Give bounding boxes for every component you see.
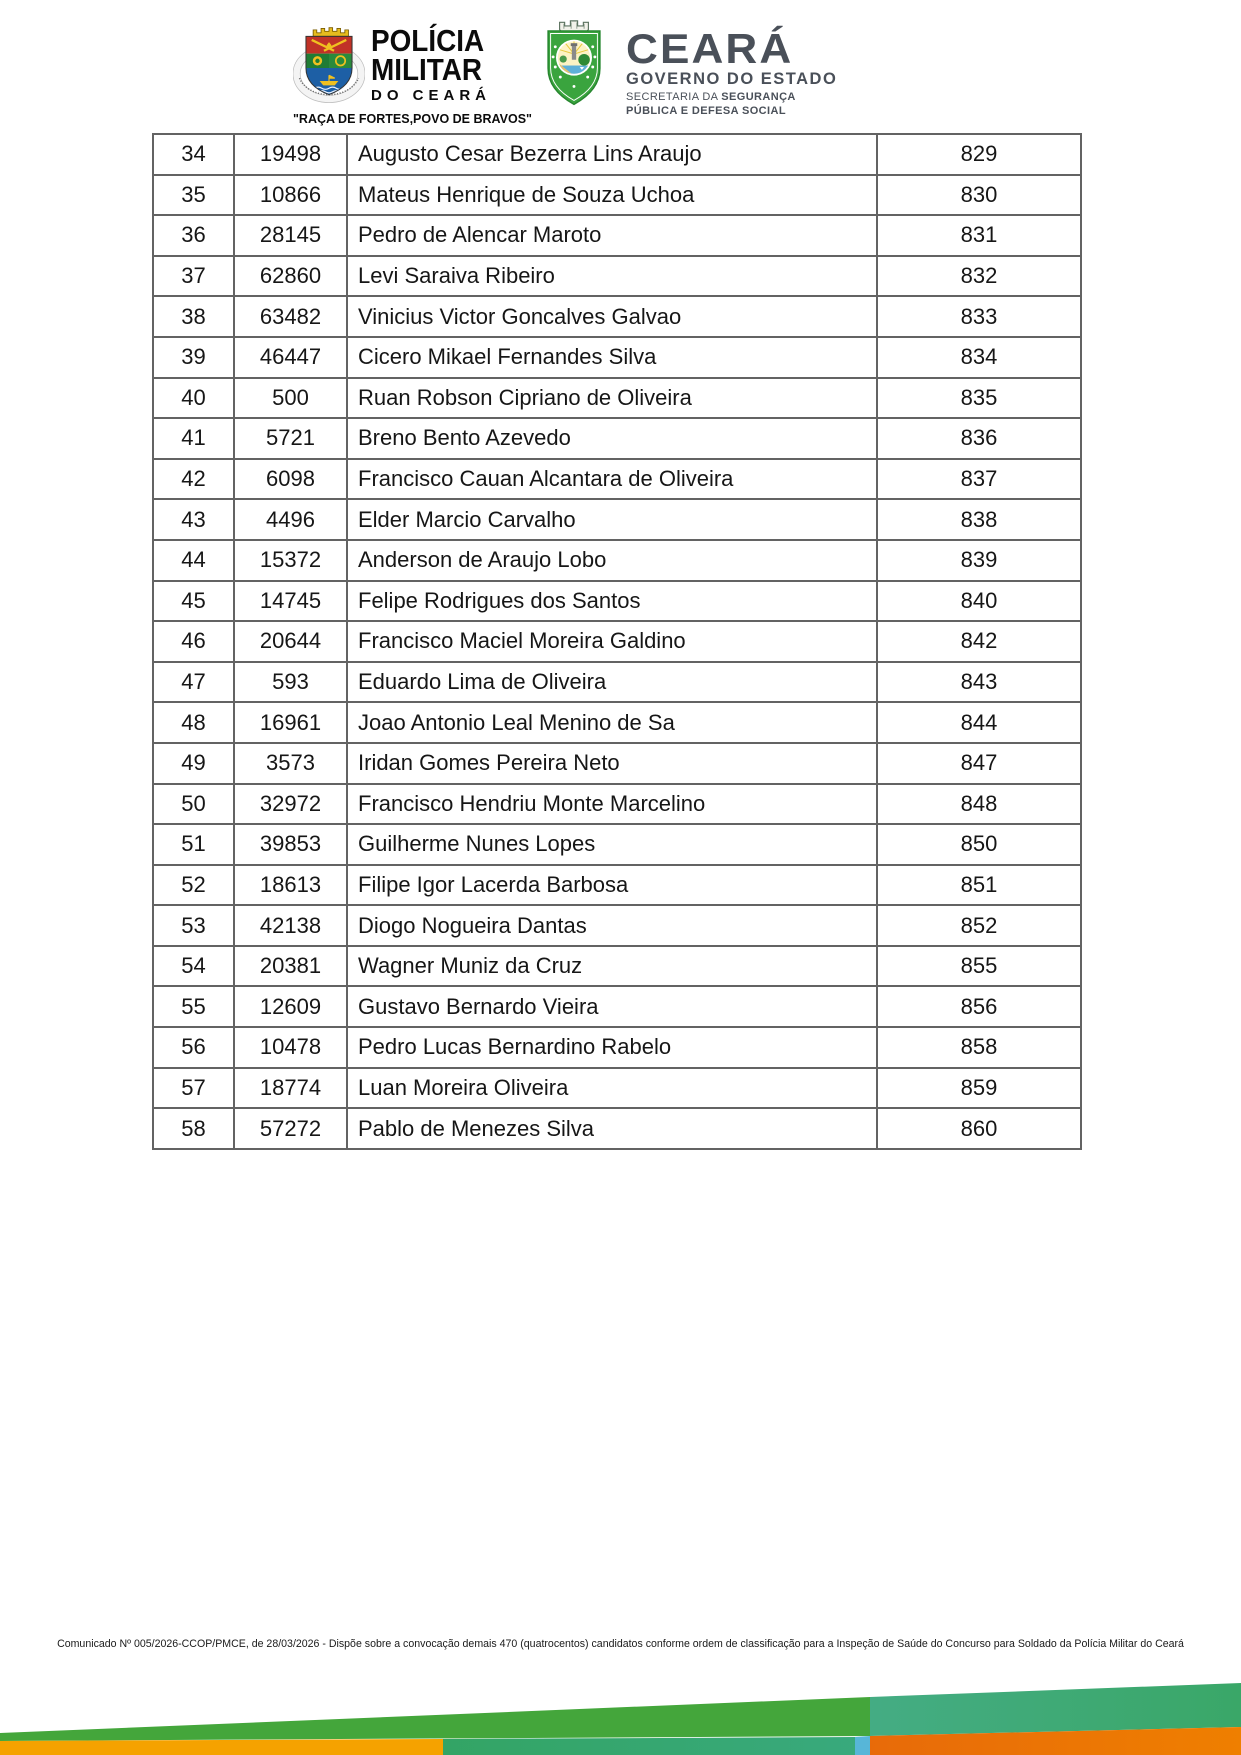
table-row bbox=[153, 540, 1081, 581]
name-cell: Filipe Igor Lacerda Barbosa bbox=[347, 865, 877, 906]
rank-cell: 48 bbox=[153, 702, 234, 743]
inscription-cell: 19498 bbox=[234, 134, 347, 175]
classification-cell: 860 bbox=[877, 1108, 1081, 1149]
classification-cell: 840 bbox=[877, 581, 1081, 622]
inscription-cell: 16961 bbox=[234, 702, 347, 743]
table-row bbox=[153, 743, 1081, 784]
pmce-logo-row bbox=[293, 20, 498, 106]
inscription-cell: 18613 bbox=[234, 865, 347, 906]
inscription-cell: 10478 bbox=[234, 1027, 347, 1068]
classification-cell: 832 bbox=[877, 256, 1081, 297]
name-cell: Elder Marcio Carvalho bbox=[347, 499, 877, 540]
rank-cell: 43 bbox=[153, 499, 234, 540]
rank-cell: 51 bbox=[153, 824, 234, 865]
name-cell: Augusto Cesar Bezerra Lins Araujo bbox=[347, 134, 877, 175]
pmce-title-line2: MILITAR bbox=[371, 52, 483, 87]
rank-cell: 42 bbox=[153, 459, 234, 500]
inscription-cell: 20644 bbox=[234, 621, 347, 662]
secretariat-prefix: SECRETARIA DA bbox=[626, 91, 722, 103]
table-row bbox=[153, 581, 1081, 622]
table-row bbox=[153, 865, 1081, 906]
rank-cell: 34 bbox=[153, 134, 234, 175]
rank-cell: 41 bbox=[153, 418, 234, 459]
rank-cell: 35 bbox=[153, 175, 234, 216]
state-name: CEARÁ bbox=[626, 25, 794, 72]
classification-cell: 829 bbox=[877, 134, 1081, 175]
inscription-cell: 39853 bbox=[234, 824, 347, 865]
classification-cell: 855 bbox=[877, 946, 1081, 987]
rank-cell: 54 bbox=[153, 946, 234, 987]
classification-cell: 852 bbox=[877, 905, 1081, 946]
inscription-cell: 15372 bbox=[234, 540, 347, 581]
inscription-cell: 12609 bbox=[234, 986, 347, 1027]
name-cell: Vinicius Victor Goncalves Galvao bbox=[347, 296, 877, 337]
name-cell: Pedro Lucas Bernardino Rabelo bbox=[347, 1027, 877, 1068]
inscription-cell: 63482 bbox=[234, 296, 347, 337]
classification-cell: 848 bbox=[877, 784, 1081, 825]
pmce-title-line3: DO CEARÁ bbox=[371, 87, 492, 104]
table-row bbox=[153, 621, 1081, 662]
name-cell: Francisco Cauan Alcantara de Oliveira bbox=[347, 459, 877, 500]
table-row bbox=[153, 418, 1081, 459]
table-row bbox=[153, 946, 1081, 987]
classification-cell: 831 bbox=[877, 215, 1081, 256]
classification-cell: 830 bbox=[877, 175, 1081, 216]
table-row bbox=[153, 1068, 1081, 1109]
candidates-table-body bbox=[153, 134, 1081, 1149]
inscription-cell: 18774 bbox=[234, 1068, 347, 1109]
name-cell: Pablo de Menezes Silva bbox=[347, 1108, 877, 1149]
rank-cell: 46 bbox=[153, 621, 234, 662]
name-cell: Gustavo Bernardo Vieira bbox=[347, 986, 877, 1027]
table-row bbox=[153, 215, 1081, 256]
name-cell: Pedro de Alencar Maroto bbox=[347, 215, 877, 256]
table-row bbox=[153, 784, 1081, 825]
table-row bbox=[153, 175, 1081, 216]
classification-cell: 843 bbox=[877, 662, 1081, 703]
pmce-crest-icon bbox=[293, 20, 365, 106]
name-cell: Wagner Muniz da Cruz bbox=[347, 946, 877, 987]
name-cell: Cicero Mikael Fernandes Silva bbox=[347, 337, 877, 378]
classification-cell: 839 bbox=[877, 540, 1081, 581]
table-row bbox=[153, 256, 1081, 297]
classification-cell: 838 bbox=[877, 499, 1081, 540]
table-row bbox=[153, 905, 1081, 946]
inscription-cell: 4496 bbox=[234, 499, 347, 540]
rank-cell: 39 bbox=[153, 337, 234, 378]
classification-cell: 833 bbox=[877, 296, 1081, 337]
secretariat-bold: SEGURANÇA bbox=[721, 91, 796, 103]
pmce-title-line1: POLÍCIA bbox=[371, 23, 485, 58]
rank-cell: 47 bbox=[153, 662, 234, 703]
table-row bbox=[153, 824, 1081, 865]
name-cell: Diogo Nogueira Dantas bbox=[347, 905, 877, 946]
classification-cell: 858 bbox=[877, 1027, 1081, 1068]
inscription-cell: 6098 bbox=[234, 459, 347, 500]
inscription-cell: 5721 bbox=[234, 418, 347, 459]
rank-cell: 56 bbox=[153, 1027, 234, 1068]
classification-cell: 835 bbox=[877, 378, 1081, 419]
inscription-cell: 62860 bbox=[234, 256, 347, 297]
inscription-cell: 14745 bbox=[234, 581, 347, 622]
secretariat-line1 bbox=[626, 91, 837, 103]
classification-cell: 834 bbox=[877, 337, 1081, 378]
name-cell: Iridan Gomes Pereira Neto bbox=[347, 743, 877, 784]
classification-cell: 844 bbox=[877, 702, 1081, 743]
pmce-title-block bbox=[371, 20, 497, 104]
name-cell: Francisco Hendriu Monte Marcelino bbox=[347, 784, 877, 825]
table-row bbox=[153, 499, 1081, 540]
name-cell: Levi Saraiva Ribeiro bbox=[347, 256, 877, 297]
rank-cell: 58 bbox=[153, 1108, 234, 1149]
name-cell: Joao Antonio Leal Menino de Sa bbox=[347, 702, 877, 743]
secretariat-line2: PÚBLICA E DEFESA SOCIAL bbox=[626, 105, 786, 117]
table-row bbox=[153, 337, 1081, 378]
state-subtitle: GOVERNO DO ESTADO bbox=[626, 70, 838, 88]
classification-cell: 837 bbox=[877, 459, 1081, 500]
table-row bbox=[153, 1108, 1081, 1149]
name-cell: Luan Moreira Oliveira bbox=[347, 1068, 877, 1109]
pmce-motto: "RAÇA DE FORTES,POVO DE BRAVOS" bbox=[293, 112, 532, 126]
classification-cell: 847 bbox=[877, 743, 1081, 784]
classification-cell: 842 bbox=[877, 621, 1081, 662]
ceara-gov-text bbox=[626, 16, 837, 117]
name-cell: Ruan Robson Cipriano de Oliveira bbox=[347, 378, 877, 419]
ceara-gov-logo bbox=[538, 16, 837, 117]
footer-note: Comunicado Nº 005/2026-CCOP/PMCE, de 28/03/2026 - Dispõe sobre a convocação demais 470 (quatrocentos) candidatos conforme ordem de classificação para a Inspeção de Saúde do Concurso para Soldado da Polícia Militar do Ceará bbox=[57, 1638, 1184, 1650]
name-cell: Francisco Maciel Moreira Galdino bbox=[347, 621, 877, 662]
inscription-cell: 20381 bbox=[234, 946, 347, 987]
footer-stripes bbox=[0, 1680, 1241, 1755]
rank-cell: 50 bbox=[153, 784, 234, 825]
pmce-logo bbox=[293, 20, 532, 126]
table-row bbox=[153, 134, 1081, 175]
inscription-cell: 3573 bbox=[234, 743, 347, 784]
rank-cell: 52 bbox=[153, 865, 234, 906]
page-header bbox=[0, 0, 1241, 130]
table-row bbox=[153, 459, 1081, 500]
name-cell: Breno Bento Azevedo bbox=[347, 418, 877, 459]
rank-cell: 45 bbox=[153, 581, 234, 622]
classification-cell: 850 bbox=[877, 824, 1081, 865]
table-row bbox=[153, 378, 1081, 419]
rank-cell: 38 bbox=[153, 296, 234, 337]
table-row bbox=[153, 702, 1081, 743]
inscription-cell: 32972 bbox=[234, 784, 347, 825]
name-cell: Felipe Rodrigues dos Santos bbox=[347, 581, 877, 622]
rank-cell: 57 bbox=[153, 1068, 234, 1109]
rank-cell: 40 bbox=[153, 378, 234, 419]
inscription-cell: 593 bbox=[234, 662, 347, 703]
classification-cell: 859 bbox=[877, 1068, 1081, 1109]
classification-cell: 851 bbox=[877, 865, 1081, 906]
table-row bbox=[153, 986, 1081, 1027]
name-cell: Eduardo Lima de Oliveira bbox=[347, 662, 877, 703]
rank-cell: 49 bbox=[153, 743, 234, 784]
inscription-cell: 42138 bbox=[234, 905, 347, 946]
name-cell: Guilherme Nunes Lopes bbox=[347, 824, 877, 865]
ceara-shield-icon bbox=[538, 16, 610, 110]
inscription-cell: 46447 bbox=[234, 337, 347, 378]
candidates-table bbox=[152, 133, 1082, 1150]
classification-cell: 836 bbox=[877, 418, 1081, 459]
name-cell: Mateus Henrique de Souza Uchoa bbox=[347, 175, 877, 216]
table-row bbox=[153, 662, 1081, 703]
classification-cell: 856 bbox=[877, 986, 1081, 1027]
inscription-cell: 28145 bbox=[234, 215, 347, 256]
rank-cell: 37 bbox=[153, 256, 234, 297]
table-row bbox=[153, 1027, 1081, 1068]
rank-cell: 36 bbox=[153, 215, 234, 256]
inscription-cell: 10866 bbox=[234, 175, 347, 216]
rank-cell: 44 bbox=[153, 540, 234, 581]
inscription-cell: 57272 bbox=[234, 1108, 347, 1149]
inscription-cell: 500 bbox=[234, 378, 347, 419]
rank-cell: 53 bbox=[153, 905, 234, 946]
table-row bbox=[153, 296, 1081, 337]
name-cell: Anderson de Araujo Lobo bbox=[347, 540, 877, 581]
rank-cell: 55 bbox=[153, 986, 234, 1027]
